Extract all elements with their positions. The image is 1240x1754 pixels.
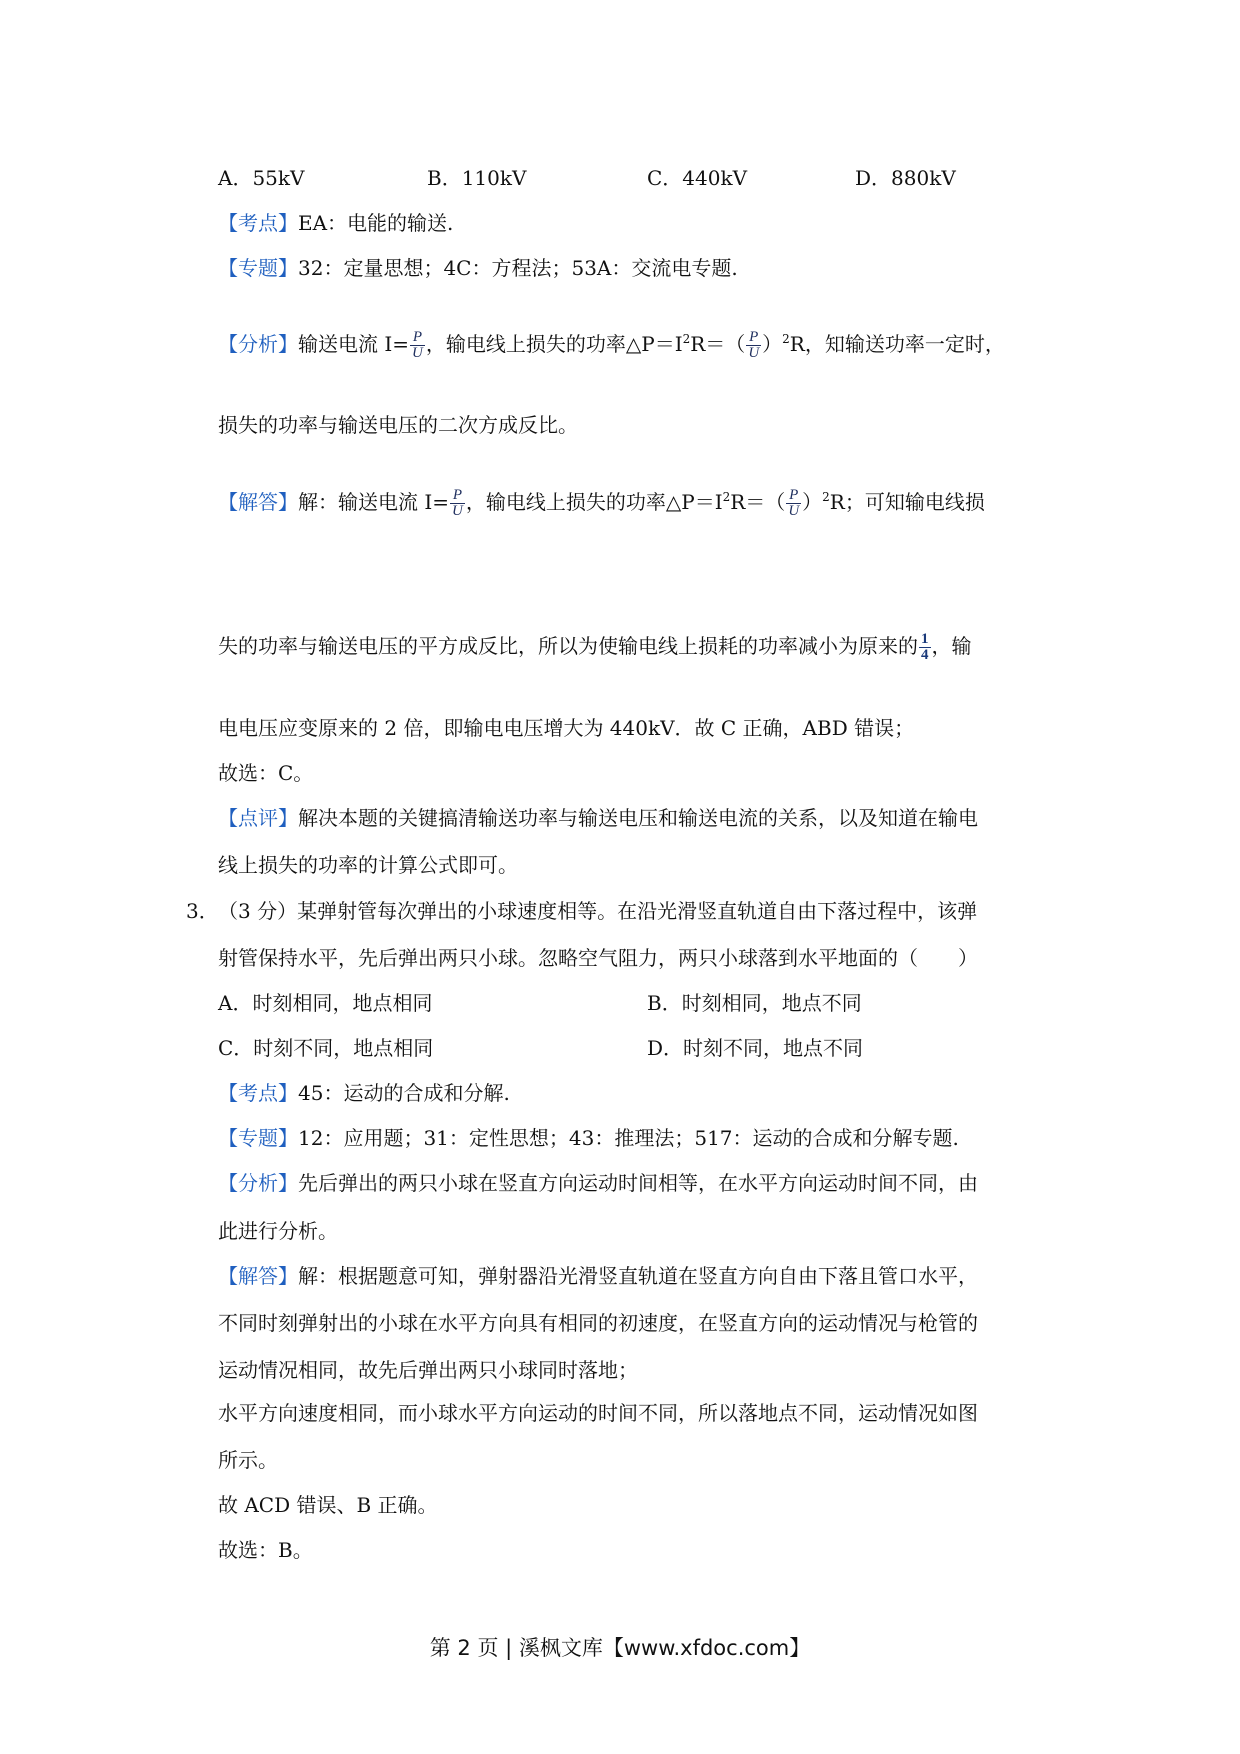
q3-stem-line1: （3 分）某弹射管每次弹出的小球速度相等。在沿光滑竖直轨道自由下落过程中，该弹 bbox=[218, 899, 978, 923]
q2-jieda-p4: ） bbox=[802, 490, 823, 514]
q2-jieda bbox=[218, 488, 985, 519]
q3-jieda-line5: 所示。 bbox=[218, 1448, 278, 1472]
q2-jieda-frac-2 bbox=[786, 488, 801, 519]
frac-denominator: U bbox=[748, 345, 760, 361]
q3-kaodian bbox=[218, 1080, 510, 1106]
q3-jieda-line3: 运动情况相同，故先后弹出两只小球同时落地； bbox=[218, 1358, 638, 1382]
frac-denominator: U bbox=[412, 345, 423, 361]
q3-jieda-line2: 不同时刻弹射出的小球在水平方向具有相同的初速度，在竖直方向的运动情况与枪管的 bbox=[218, 1311, 978, 1335]
frac-denominator: U bbox=[788, 503, 800, 519]
q3-zhuanti-tag: 【专题】 bbox=[218, 1126, 298, 1150]
q2-fenxi-frac-2 bbox=[746, 330, 761, 361]
frac-numerator: P bbox=[412, 329, 423, 345]
q2-jieda-line2b: ，输 bbox=[931, 634, 972, 658]
q2-jieda-tag: 【解答】 bbox=[218, 490, 298, 514]
q3-fenxi bbox=[218, 1170, 978, 1196]
quarter-fraction bbox=[919, 632, 931, 663]
q3-jieda-tag: 【解答】 bbox=[218, 1264, 298, 1288]
q2-fenxi-p3: R＝（ bbox=[690, 332, 746, 356]
q2-fenxi-sup1: 2 bbox=[682, 332, 691, 346]
q2-fenxi-p2: ，输电线上损失的功率△P＝I bbox=[425, 332, 683, 356]
q2-jieda-sup2: 2 bbox=[822, 490, 830, 504]
q3-stem-line2: 射管保持水平，先后弹出两只小球。忽略空气阻力，两只小球落到水平地面的（ ） bbox=[218, 946, 978, 970]
frac-numerator: 1 bbox=[921, 631, 929, 647]
q3-jieda-line6: 故 ACD 错误、B 正确。 bbox=[218, 1493, 438, 1517]
q2-jieda-p3: R＝（ bbox=[730, 490, 786, 514]
q3-option-c: C．时刻不同，地点相同 bbox=[218, 1036, 434, 1060]
q2-dianping-tag: 【点评】 bbox=[218, 806, 298, 830]
q3-option-b: B．时刻相同，地点不同 bbox=[647, 991, 862, 1015]
q3-kaodian-text: 45：运动的合成和分解. bbox=[298, 1081, 510, 1105]
q2-fenxi-p5: R，知输送功率一定时， bbox=[789, 332, 1005, 356]
q2-fenxi-sup2: 2 bbox=[782, 332, 790, 346]
q2-kaodian-text: EA：电能的输送. bbox=[298, 211, 454, 235]
q2-zhuanti-text: 32：定量思想；4C：方程法；53A：交流电专题. bbox=[298, 256, 738, 280]
q2-fenxi-tag: 【分析】 bbox=[218, 332, 298, 356]
q3-fenxi-text: 先后弹出的两只小球在竖直方向运动时间相等，在水平方向运动时间不同，由 bbox=[298, 1171, 978, 1195]
frac-denominator: U bbox=[452, 503, 463, 519]
q3-fenxi-line2: 此进行分析。 bbox=[218, 1219, 338, 1243]
q3-zhuanti bbox=[218, 1125, 959, 1151]
q2-dianping-line2: 线上损失的功率的计算公式即可。 bbox=[218, 853, 518, 877]
q2-option-b: B．110kV bbox=[427, 166, 527, 190]
page-footer: 第 2 页 | 溪枫文库【www.xfdoc.com】 bbox=[429, 1636, 811, 1660]
q2-option-a: A．55kV bbox=[218, 166, 305, 190]
q3-zhuanti-text: 12：应用题；31：定性思想；43：推理法；517：运动的合成和分解专题. bbox=[298, 1126, 959, 1150]
q2-jieda-line2 bbox=[218, 632, 972, 663]
q2-jieda-line4: 故选：C。 bbox=[218, 761, 314, 785]
q2-dianping bbox=[218, 805, 978, 831]
q2-kaodian bbox=[218, 210, 453, 236]
q2-fenxi-p1: 输送电流 I= bbox=[298, 332, 410, 356]
q2-fenxi-frac-1 bbox=[410, 330, 425, 361]
q3-fenxi-tag: 【分析】 bbox=[218, 1171, 298, 1195]
q2-fenxi bbox=[218, 330, 1005, 361]
q3-jieda-text: 解：根据题意可知，弹射器沿光滑竖直轨道在竖直方向自由下落且管口水平， bbox=[298, 1264, 978, 1288]
q2-jieda-p5: R；可知输电线损 bbox=[829, 490, 985, 514]
q2-jieda-line2a: 失的功率与输送电压的平方成反比，所以为使输电线上损耗的功率减小为原来的 bbox=[218, 634, 918, 658]
q2-option-d: D．880kV bbox=[855, 166, 956, 190]
q2-kaodian-tag: 【考点】 bbox=[218, 211, 298, 235]
q3-jieda bbox=[218, 1263, 978, 1289]
q3-jieda-line4: 水平方向速度相同，而小球水平方向运动的时间不同，所以落地点不同，运动情况如图 bbox=[218, 1401, 978, 1425]
q2-zhuanti-tag: 【专题】 bbox=[218, 256, 298, 280]
frac-denominator: 4 bbox=[921, 647, 929, 663]
frac-numerator: P bbox=[789, 487, 799, 503]
q2-jieda-frac-1 bbox=[450, 488, 465, 519]
q2-jieda-line3: 电电压应变原来的 2 倍，即输电电压增大为 440kV．故 C 正确，ABD 错误； bbox=[218, 716, 915, 740]
q3-option-d: D．时刻不同，地点不同 bbox=[647, 1036, 864, 1060]
frac-numerator: P bbox=[749, 329, 759, 345]
q2-dianping-text: 解决本题的关键搞清输送功率与输送电压和输送电流的关系，以及知道在输电 bbox=[298, 806, 978, 830]
q2-jieda-sup1: 2 bbox=[722, 490, 731, 504]
q2-fenxi-p4: ） bbox=[762, 332, 783, 356]
q2-fenxi-line2: 损失的功率与输送电压的二次方成反比。 bbox=[218, 413, 578, 437]
q3-kaodian-tag: 【考点】 bbox=[218, 1081, 298, 1105]
q3-jieda-line7: 故选：B。 bbox=[218, 1538, 313, 1562]
q2-jieda-p1: 解：输送电流 I= bbox=[298, 490, 450, 514]
q2-zhuanti bbox=[218, 255, 738, 281]
q2-option-c: C．440kV bbox=[647, 166, 748, 190]
q3-number: 3． bbox=[186, 899, 219, 923]
frac-numerator: P bbox=[452, 487, 463, 503]
q2-jieda-p2: ，输电线上损失的功率△P＝I bbox=[465, 490, 723, 514]
q3-option-a: A．时刻相同，地点相同 bbox=[218, 991, 433, 1015]
